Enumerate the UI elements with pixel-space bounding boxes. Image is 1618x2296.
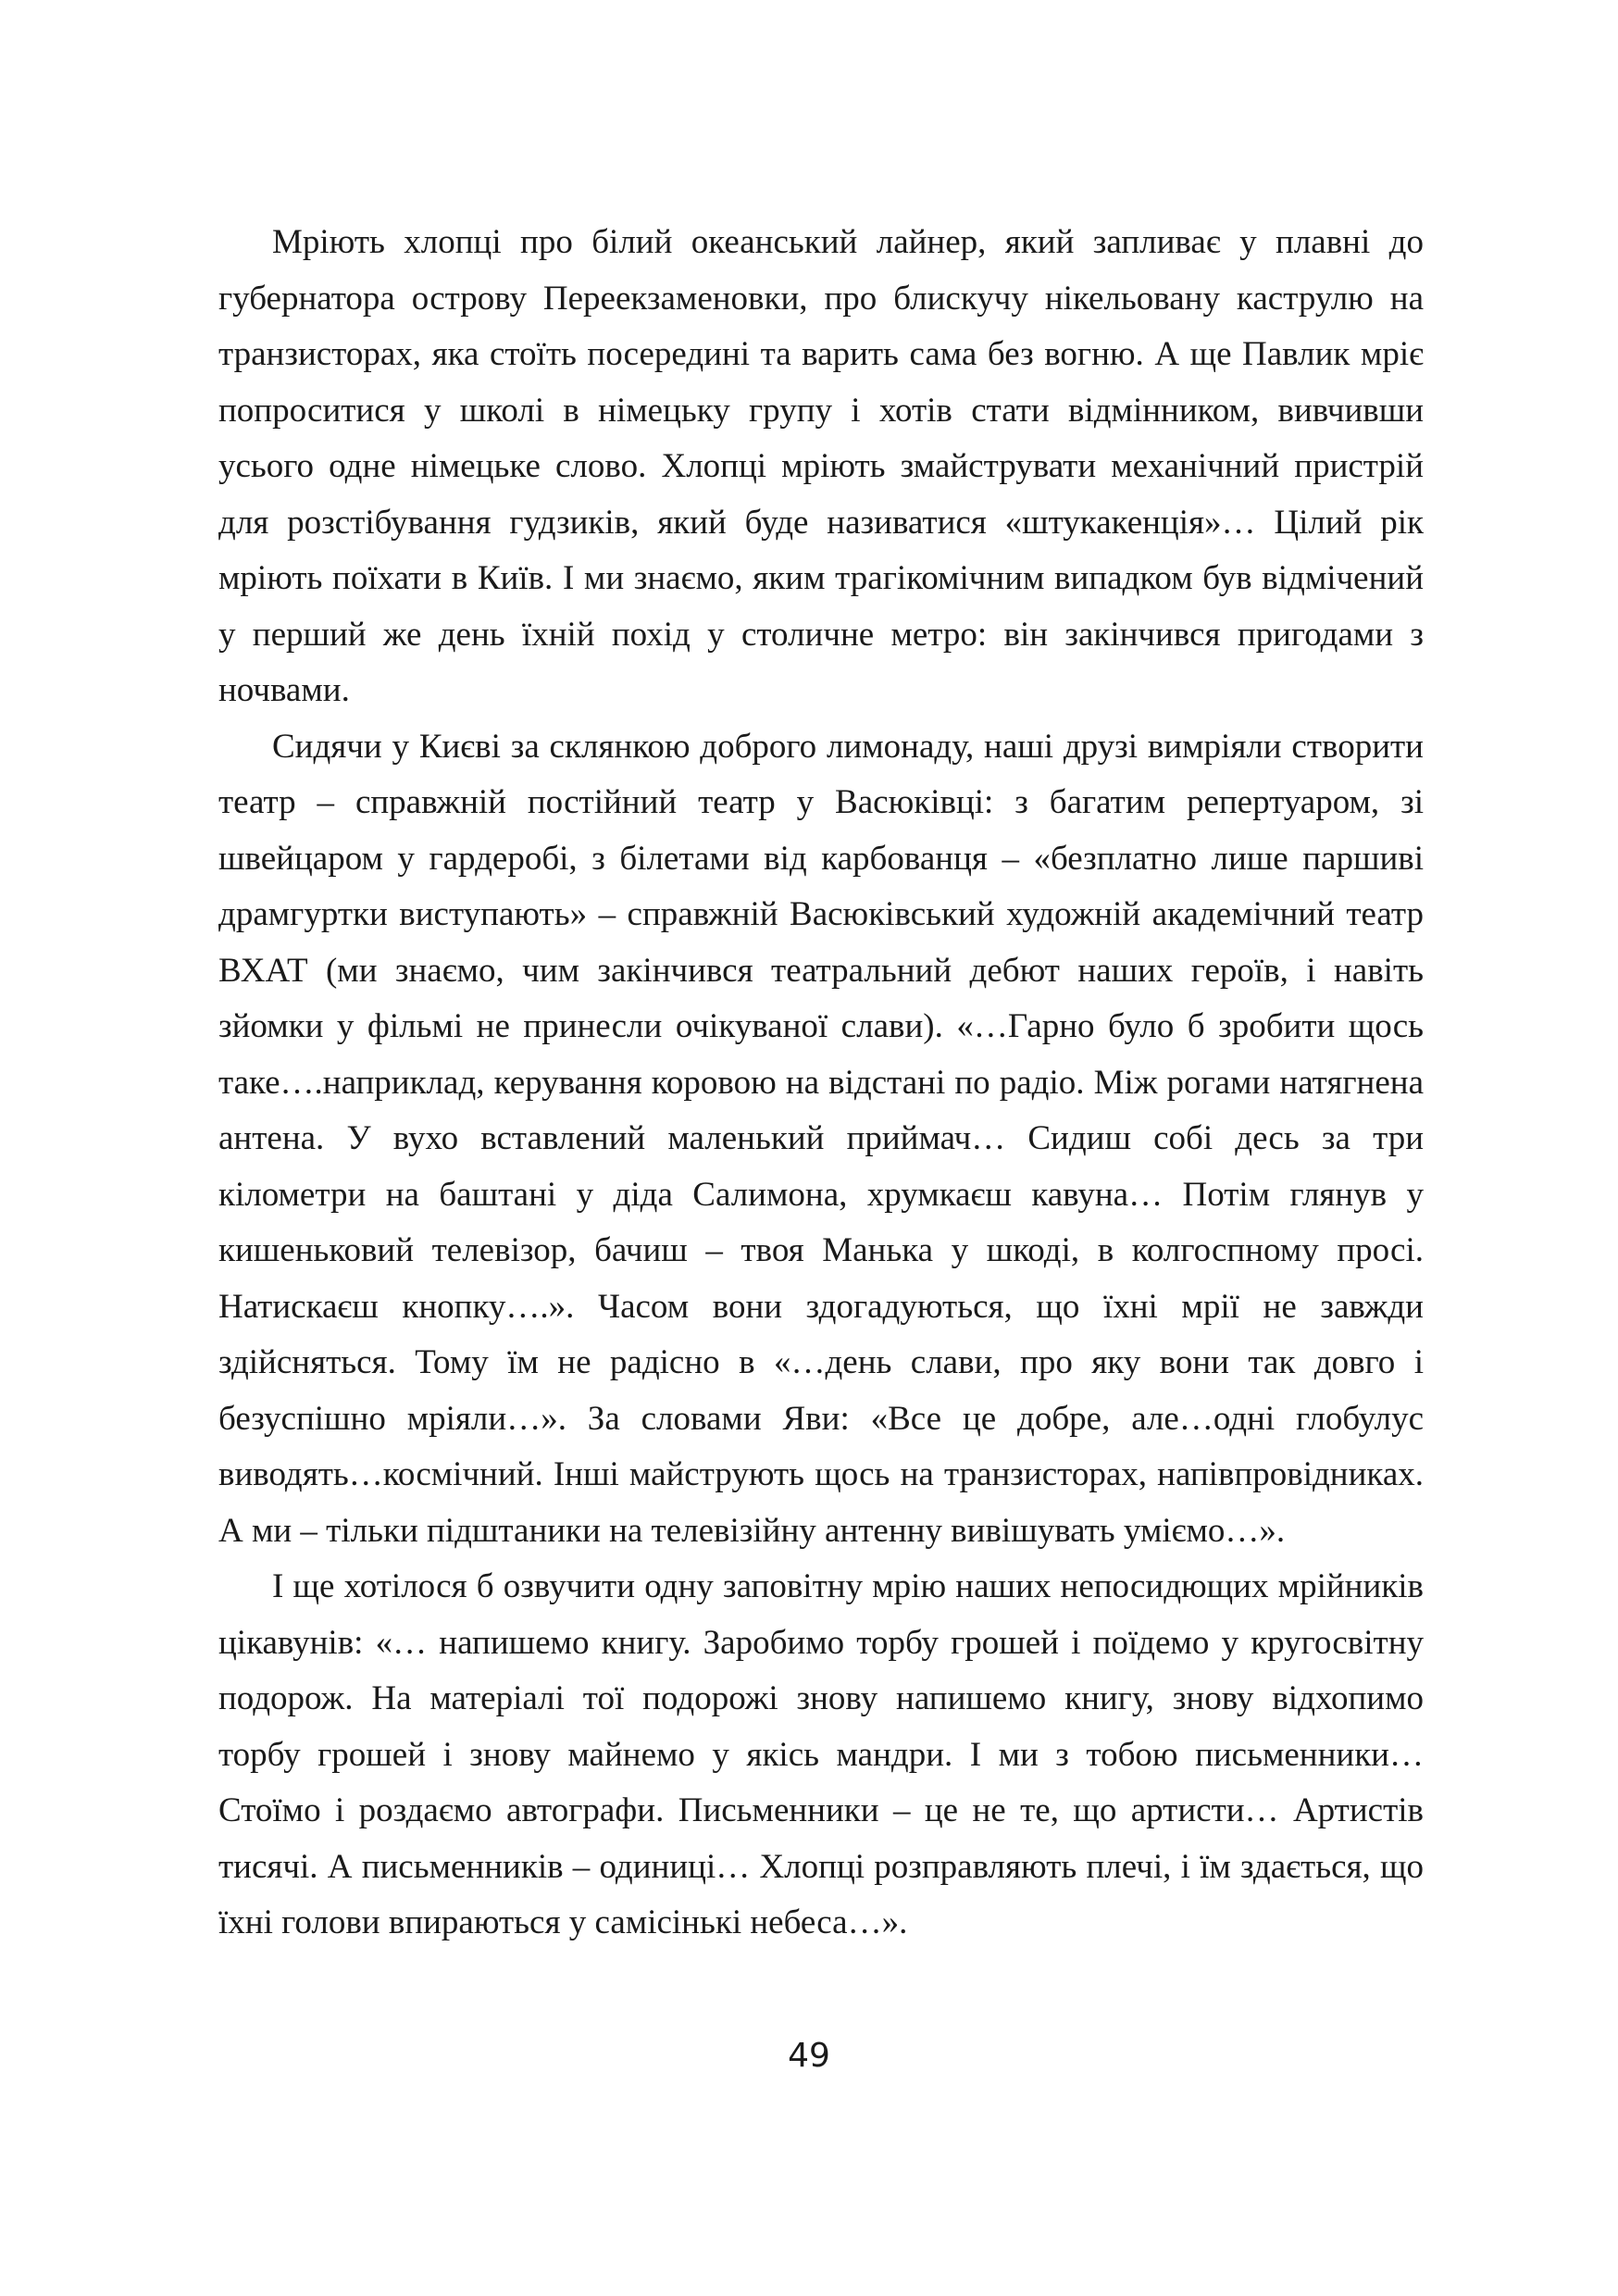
paragraph-dreams: Мріють хлопці про білий океанський лайнер, який запливає у плавні до губернатора острову Переекзаменовки, про блискучу нікельовану каструлю на транзисторах, яка стоїть посередині та варить сама без вогню. А ще Павлик мріє попроситися у школі в німецьку групу і хотів стати відмінником, вивчивши усього одне німецьке слово. Хлопці мріють змайструвати механічний пристрій для розстібування гудзиків, який буде називатися «штукакенція»… Цілий рік мріють поїхати в Київ. І ми знаємо, яким трагікомічним випадком був відмічений у перший же день їхній похід у столичне метро: він закінчився пригодами з ночвами.: [218, 223, 1424, 709]
paragraph-book-dream: І ще хотілося б озвучити одну заповітну мрію наших непосидющих мрійників цікавунів: «… напишемо книгу. Заробимо торбу грошей і поїдемо у кругосвітну подорож. На матеріалі тої подорожі знову напишемо книгу, знову відхопимо торбу грошей і знову майнемо у якісь мандри. І ми з тобою письменники… Стоїмо і роздаємо автографи. Письменники – це не те, що артисти… Артистів тисячі. А письменників – одиниці… Хлопці розправляють плечі, і їм здається, що їхні голови впираються у самісінькі небеса…».: [218, 1567, 1424, 1941]
page-number: 49: [788, 2037, 830, 2075]
body-text: [218, 215, 1424, 1952]
paragraph-theatre: Сидячи у Києві за склянкою доброго лимонаду, наші друзі вимріяли створити театр – справжній постійний театр у Васюківці: з багатим репертуаром, зі швейцаром у гардеробі, з білетами від карбованця – «безплатно лише паршиві драмгуртки виступають» – справжній Васюківський художній академічний театр ВХАТ (ми знаємо, чим закінчився театральний дебют наших героїв, і навіть зйомки у фільмі не принесли очікуваної слави). «…Гарно було б зробити щось таке….наприклад, керування коровою на відстані по радіо. Між рогами натягнена антена. У вухо вставлений маленький приймач… Сидиш собі десь за три кілометри на баштані у діда Салимона, хрумкаєш кавуна… Потім глянув у кишеньковий телевізор, бачиш – твоя Манька у шкоді, в колгоспному просі. Натискаєш кнопку….». Часом вони здогадуються, що їхні мрії не завжди здійсняться. Тому їм не радісно в «…день слави, про яку вони так довго і безуспішно мріяли…». За словами Яви: «Все це добре, але…одні глобулус виводять…космічний. Інші майструють щось на транзисторах, напівпровідниках. А ми – тільки підштаники на телевізійну антенну вивішувать уміємо…».: [218, 727, 1424, 1550]
